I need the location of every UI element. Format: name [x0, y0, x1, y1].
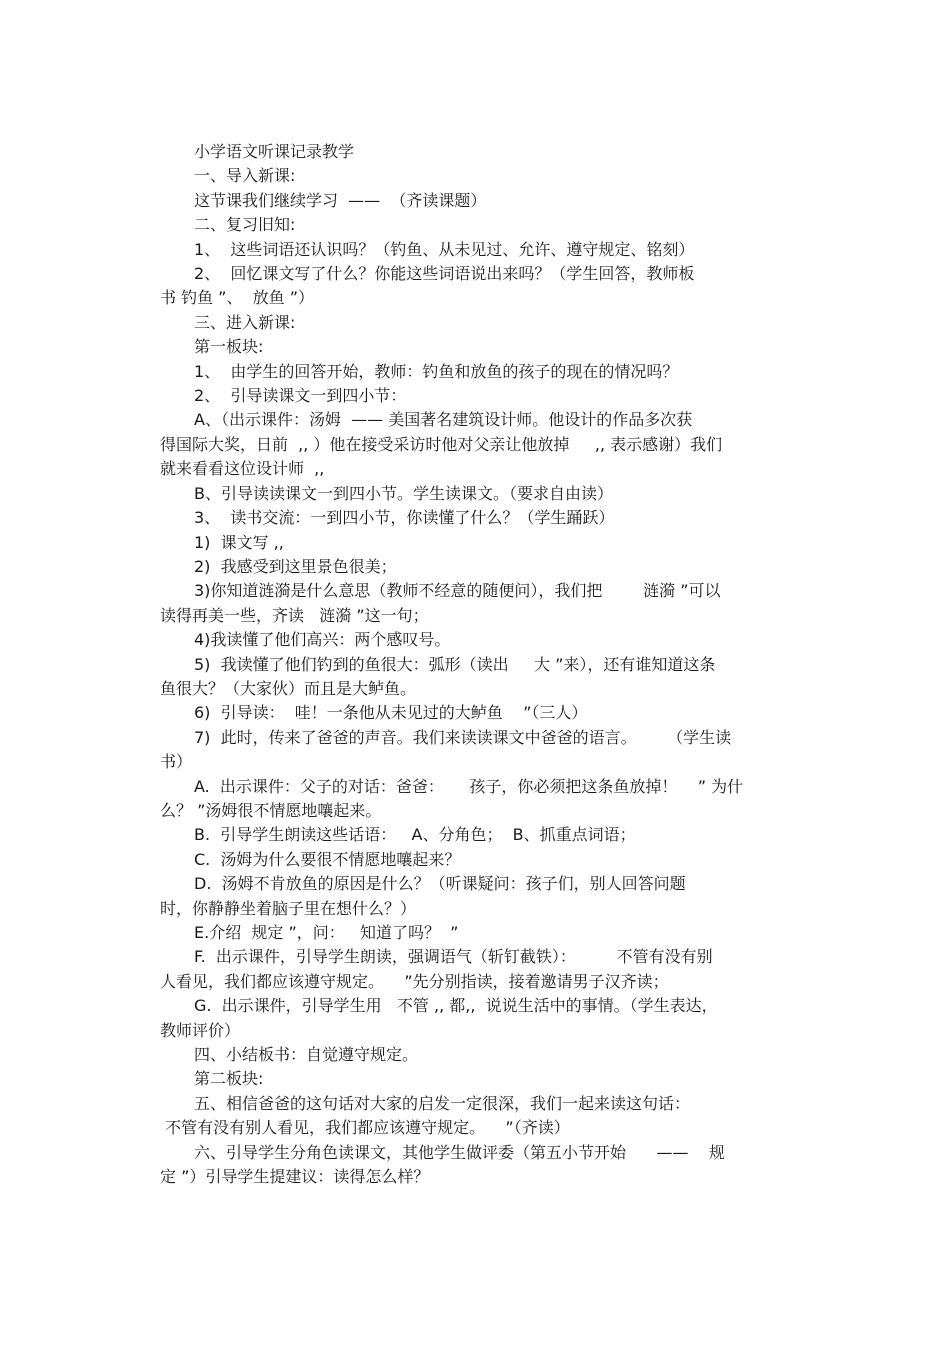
text-line: F. 出示课件，引导学生朗读，强调语气（斩钉截铁）： 不管有没有别 — [194, 947, 713, 967]
document-body — [160, 140, 792, 1189]
text-line: 就来看看这位设计师 ,, — [160, 459, 325, 479]
text-line: 六、引导学生分角色读课文，其他学生做评委（第五小节开始 —— 规 — [194, 1142, 725, 1162]
text-line: B、引导读读课文一到四小节。学生读课文。（要求自由读） — [194, 483, 613, 503]
text-line: 7) 此时，传来了爸爸的声音。我们来读读课文中爸爸的语言。 （学生读 — [194, 727, 732, 747]
text-line: G. 出示课件，引导学生用 不管 ,, 都,, 说说生活中的事情。（学生表达， — [194, 996, 718, 1016]
text-line: 小学语文听课记录教学 — [194, 142, 355, 161]
text-line: 鱼很大？（大家伙）而且是大鲈鱼。 — [160, 678, 417, 698]
text-line: 三、进入新课: — [194, 312, 296, 332]
text-line: 2、 回忆课文写了什么？你能这些词语说出来吗？（学生回答，教师板 — [194, 264, 695, 284]
text-line: 第二板块: — [194, 1069, 264, 1089]
text-line: 3、 读书交流：一到四小节，你读懂了什么？（学生踊跃） — [194, 508, 615, 528]
text-line: 得国际大奖，日前 ,, ）他在接受采访时他对父亲让他放掉 ,, 表示感谢）我们 — [160, 434, 723, 454]
text-line: 1) 课文写 ,, — [194, 532, 284, 552]
text-line: D. 汤姆不肯放鱼的原因是什么？（听课疑问：孩子们，别人回答问题 — [194, 874, 686, 894]
text-line: 书 钓鱼 ”、 放鱼 ”） — [160, 288, 315, 308]
text-line: 书） — [160, 752, 193, 772]
text-line: 不管有没有别人看见，我们都应该遵守规定。 ”（齐读） — [160, 1118, 570, 1138]
text-line: A. 出示课件：父子的对话：爸爸： 孩子，你必须把这条鱼放掉！ ” 为什 — [194, 776, 744, 796]
text-line: 五、相信爸爸的这句话对大家的启发一定很深，我们一起来读这句话： — [194, 1093, 691, 1113]
text-line: C. 汤姆为什么要很不情愿地嚷起来？ — [194, 849, 461, 869]
text-line: 么？ ”汤姆很不情愿地嚷起来。 — [160, 800, 382, 820]
text-line: 教师评价） — [160, 1020, 241, 1040]
text-line: 这节课我们继续学习 —— （齐读课题） — [194, 190, 487, 210]
text-line: 第一板块: — [194, 337, 264, 357]
text-line: 读得再美一些，齐读 涟漪 ”这一句； — [160, 605, 429, 625]
text-line: 4)我读懂了他们高兴：两个感叹号。 — [194, 630, 451, 650]
text-line: 3)你知道涟漪是什么意思（教师不经意的随便问），我们把 涟漪 ”可以 — [194, 581, 721, 601]
text-line: 1、 这些词语还认识吗？（钓鱼、从未见过、允许、遵守规定、铭刻） — [194, 239, 695, 259]
text-line: 2) 我感受到这里景色很美； — [194, 556, 397, 576]
text-line: 二、复习旧知: — [194, 215, 296, 235]
text-line: B. 引导学生朗读这些话语： A、分角色； B、抓重点词语； — [194, 825, 636, 845]
text-line: 1、 由学生的回答开始，教师：钓鱼和放鱼的孩子的现在的情况吗？ — [194, 361, 679, 381]
text-line: 四、小结板书：自觉遵守规定。 — [194, 1045, 419, 1065]
text-line: 定 ”）引导学生提建议：读得怎么样？ — [160, 1167, 430, 1187]
text-line: 5) 我读懂了他们钓到的鱼很大：弧形（读出 大 ”来），还有谁知道这条 — [194, 654, 716, 674]
text-line: 6) 引导读： 哇！一条他从未见过的大鲈鱼 ”（三人） — [194, 703, 588, 723]
text-line: E.介绍 规定 ”，问： 知道了吗？ ” — [194, 923, 459, 942]
text-line: 时，你静静坐着脑子里在想什么？） — [160, 898, 417, 918]
text-line: 2、 引导读课文一到四小节： — [194, 386, 407, 406]
text-line: A、（出示课件：汤姆 —— 美国著名建筑设计师。他设计的作品多次获 — [194, 410, 693, 430]
text-line: 人看见，我们都应该遵守规定。 ”先分别指读，接着邀请男子汉齐读； — [160, 971, 669, 991]
text-line: 一、导入新课: — [194, 166, 296, 186]
